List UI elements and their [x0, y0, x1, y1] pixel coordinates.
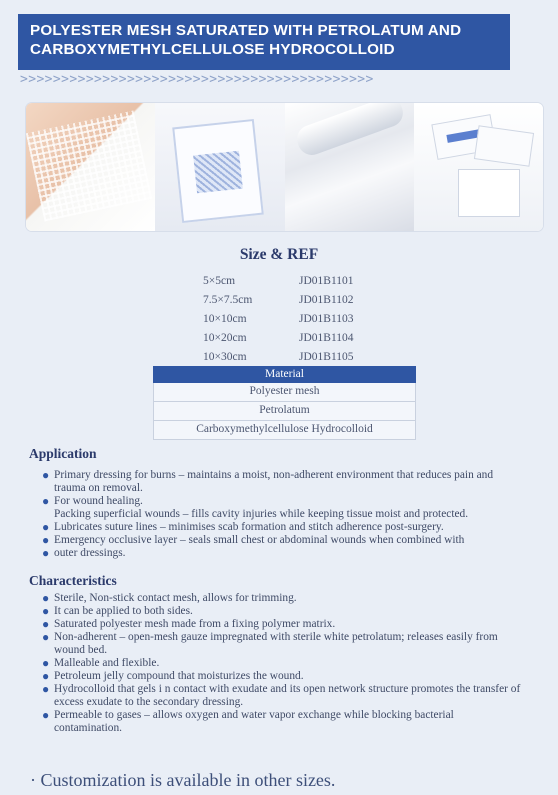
customization-note: · Customization is available in other sizes.: [30, 770, 336, 790]
size-value: 10×10cm: [203, 313, 247, 325]
photo-mesh-roll: [285, 103, 414, 231]
bullet-icon: ●: [42, 682, 50, 696]
list-item: [42, 631, 522, 657]
material-header: Material: [153, 366, 416, 383]
characteristic-item: Petroleum jelly compound that moisturizes the wound.: [54, 670, 304, 682]
size-row: [203, 348, 419, 367]
list-item: [42, 605, 522, 618]
photo-packaged-dressing: [155, 103, 284, 231]
bullet-icon: ●: [42, 591, 50, 605]
bullet-icon: ●: [42, 604, 50, 618]
product-photo-strip: [26, 103, 543, 231]
material-row: Polyester mesh: [153, 383, 416, 402]
bullet-icon: ●: [42, 656, 50, 670]
arrow-divider: >>>>>>>>>>>>>>>>>>>>>>>>>>>>>>>>>>>>>>>>>>>: [20, 72, 374, 87]
application-item: For wound healing. Packing superficial wounds – fills cavity injuries while keeping tissue moist and protected.: [54, 495, 469, 520]
characteristic-item: Permeable to gases – allows oxygen and water vapor exchange while blocking bacterial contamination.: [54, 709, 454, 734]
size-value: 7.5×7.5cm: [203, 294, 253, 306]
photo-mesh-on-hand: [26, 103, 155, 231]
characteristic-item: Sterile, Non-stick contact mesh, allows for trimming.: [54, 592, 297, 604]
ref-code: JD01B1101: [299, 275, 354, 287]
bullet-icon: ●: [42, 533, 50, 547]
list-item: [42, 683, 522, 709]
bullet-icon: ●: [42, 546, 50, 560]
characteristics-title: Characteristics: [29, 573, 117, 588]
photo-boxes: [414, 103, 543, 231]
application-item: outer dressings.: [54, 547, 126, 559]
material-table: [153, 366, 416, 440]
size-row: [203, 291, 419, 310]
size-ref-title: Size & REF: [239, 246, 319, 263]
bullet-icon: ●: [42, 468, 50, 482]
list-item: [42, 618, 522, 631]
size-row: [203, 329, 419, 348]
list-item: [42, 670, 522, 683]
characteristic-item: It can be applied to both sides.: [54, 605, 193, 617]
bullet-icon: ●: [42, 630, 50, 644]
list-item: [42, 709, 522, 735]
bullet-icon: ●: [42, 617, 50, 631]
list-item: [42, 657, 522, 670]
list-item: [42, 534, 522, 547]
size-ref-table: [203, 272, 419, 367]
list-item: [42, 469, 522, 495]
bullet-icon: ●: [42, 494, 50, 508]
ref-code: JD01B1103: [299, 313, 354, 325]
ref-code: JD01B1104: [299, 332, 354, 344]
ref-code: JD01B1102: [299, 294, 354, 306]
title-line-2: CARBOXYMETHYLCELLULOSE HYDROCOLLOID: [30, 41, 395, 58]
title-line-1: POLYESTER MESH SATURATED WITH PETROLATUM AND: [30, 22, 462, 39]
application-title: Application: [29, 446, 97, 461]
list-item: [42, 495, 522, 521]
size-value: 5×5cm: [203, 275, 236, 287]
list-item: [42, 592, 522, 605]
application-list: [42, 469, 522, 560]
application-item: Lubricates suture lines – minimises scab formation and stitch adherence post-surgery.: [54, 521, 444, 533]
ref-code: JD01B1105: [299, 351, 354, 363]
size-row: [203, 272, 419, 291]
characteristics-list: [42, 592, 522, 735]
list-item: [42, 521, 522, 534]
application-item: Emergency occlusive layer – seals small chest or abdominal wounds when combined with: [54, 534, 465, 546]
list-item: [42, 547, 522, 560]
bullet-icon: ●: [42, 669, 50, 683]
application-item: Primary dressing for burns – maintains a moist, non-adherent environment that reduces pain and trauma on removal.: [54, 469, 494, 494]
characteristic-item: Malleable and flexible.: [54, 657, 160, 669]
title-banner: [18, 14, 510, 70]
characteristic-item: Non-adherent – open-mesh gauze impregnated with sterile white petrolatum; releases easily from wound bed.: [54, 631, 498, 656]
bullet-icon: ●: [42, 708, 50, 722]
characteristic-item: Hydrocolloid that gels i n contact with exudate and its open network structure promotes the transfer of excess exudate to the secondary dressing.: [54, 683, 521, 708]
material-row: Carboxymethylcellulose Hydrocolloid: [153, 421, 416, 440]
size-value: 10×30cm: [203, 351, 247, 363]
size-value: 10×20cm: [203, 332, 247, 344]
material-row: Petrolatum: [153, 402, 416, 421]
bullet-icon: ●: [42, 520, 50, 534]
size-row: [203, 310, 419, 329]
characteristic-item: Saturated polyester mesh made from a fixing polymer matrix.: [54, 618, 336, 630]
